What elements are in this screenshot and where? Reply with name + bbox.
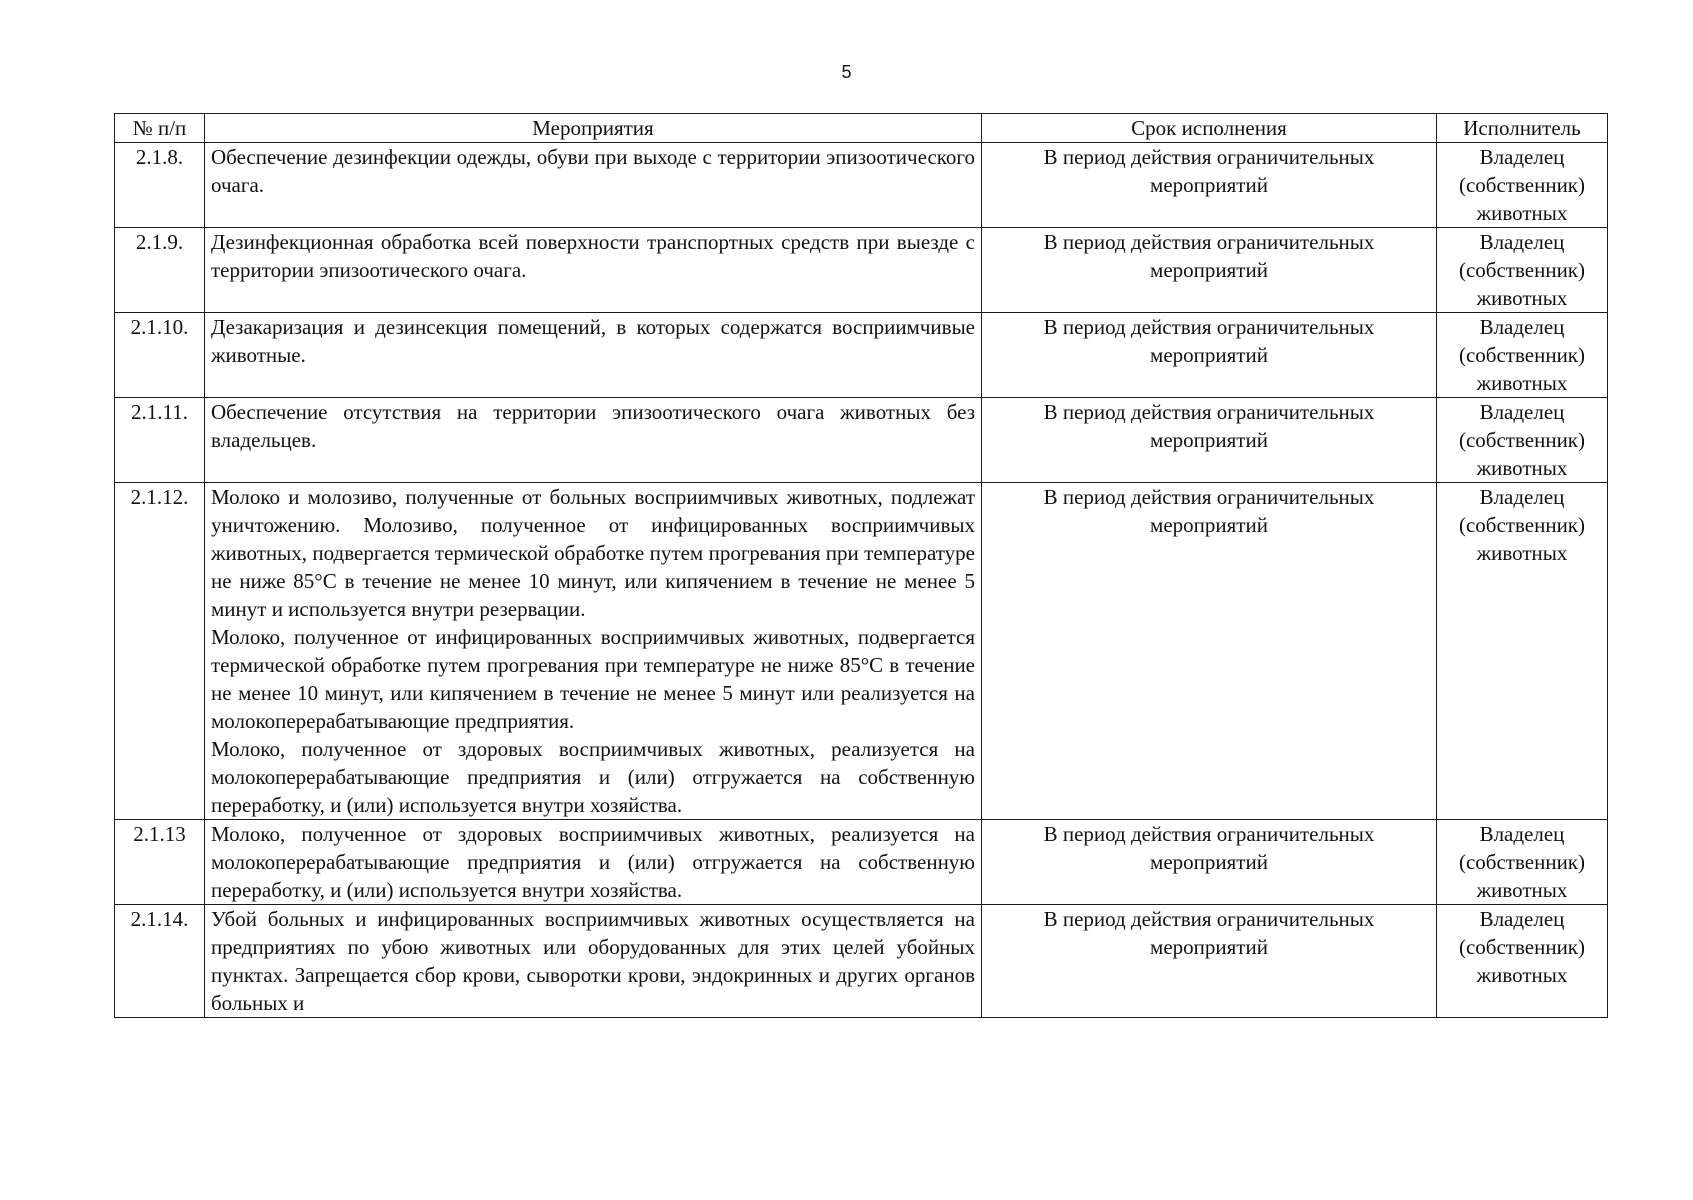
row-number: 2.1.11. — [115, 398, 205, 483]
row-executor: Владелец (собственник) животных — [1437, 483, 1608, 820]
row-activity — [205, 905, 982, 1018]
activity-paragraph: Молоко, полученное от инфицированных восприимчивых животных, подвергается термической обработке путем прогревания при температуре не ниже 85°С в течение не менее 10 минут, или кипячением в течение не менее 5 минут или реализуется на молокоперерабатывающие предприятия. — [211, 625, 975, 733]
header-executor: Исполнитель — [1437, 114, 1608, 143]
activity-paragraph: Молоко, полученное от здоровых восприимчивых животных, реализуется на молокоперерабатывающие предприятия и (или) отгружается на собственную переработку, и (или) используется внутри хозяйства. — [211, 822, 975, 902]
row-term: В период действия ограничительных мероприятий — [982, 143, 1437, 228]
header-num: № п/п — [115, 114, 205, 143]
activity-paragraph: Дезинфекционная обработка всей поверхности транспортных средств при выезде с территории эпизоотического очага. — [211, 230, 975, 282]
row-executor: Владелец (собственник) животных — [1437, 143, 1608, 228]
row-term: В период действия ограничительных мероприятий — [982, 820, 1437, 905]
table-row — [115, 228, 1608, 313]
activity-paragraph: Дезакаризация и дезинсекция помещений, в которых содержатся восприимчивые животные. — [211, 315, 975, 367]
row-executor: Владелец (собственник) животных — [1437, 313, 1608, 398]
row-executor: Владелец (собственник) животных — [1437, 398, 1608, 483]
row-activity — [205, 398, 982, 483]
activity-paragraph: Молоко и молозиво, полученные от больных восприимчивых животных, подлежат уничтожению. Молозиво, полученное от инфицированных восприимчивых животных, подвергается термической обработке путем прогревания при температуре не ниже 85°С в течение не менее 10 минут, или кипячением в течение не менее 5 минут и используется внутри резервации. — [211, 485, 975, 621]
row-number: 2.1.8. — [115, 143, 205, 228]
activity-paragraph: Обеспечение дезинфекции одежды, обуви при выходе с территории эпизоотического очага. — [211, 145, 975, 197]
row-number: 2.1.13 — [115, 820, 205, 905]
row-activity — [205, 313, 982, 398]
table-row — [115, 143, 1608, 228]
activity-paragraph: Молоко, полученное от здоровых восприимчивых животных, реализуется на молокоперерабатывающие предприятия и (или) отгружается на собственную переработку, и (или) используется внутри хозяйства. — [211, 737, 975, 817]
row-activity — [205, 228, 982, 313]
row-activity — [205, 143, 982, 228]
row-term: В период действия ограничительных мероприятий — [982, 228, 1437, 313]
row-number: 2.1.14. — [115, 905, 205, 1018]
table-row — [115, 398, 1608, 483]
table-row — [115, 483, 1608, 820]
activity-paragraph: Обеспечение отсутствия на территории эпизоотического очага животных без владельцев. — [211, 400, 975, 452]
row-activity — [205, 483, 982, 820]
page-number: 5 — [841, 62, 852, 82]
table-row — [115, 820, 1608, 905]
row-executor: Владелец (собственник) животных — [1437, 228, 1608, 313]
row-term: В период действия ограничительных мероприятий — [982, 313, 1437, 398]
row-term: В период действия ограничительных мероприятий — [982, 483, 1437, 820]
header-term: Срок исполнения — [982, 114, 1437, 143]
table-row — [115, 313, 1608, 398]
row-term: В период действия ограничительных мероприятий — [982, 905, 1437, 1018]
table-header-row — [115, 114, 1608, 143]
row-activity — [205, 820, 982, 905]
row-executor: Владелец (собственник) животных — [1437, 905, 1608, 1018]
row-number: 2.1.10. — [115, 313, 205, 398]
activity-paragraph: Убой больных и инфицированных восприимчивых животных осуществляется на предприятиях по убою животных или оборудованных для этих целей убойных пунктах. Запрещается сбор крови, сыворотки крови, эндокринных и других органов больных и — [211, 907, 975, 1015]
row-number: 2.1.9. — [115, 228, 205, 313]
header-activity: Мероприятия — [205, 114, 982, 143]
table-row — [115, 905, 1608, 1018]
row-executor: Владелец (собственник) животных — [1437, 820, 1608, 905]
row-term: В период действия ограничительных мероприятий — [982, 398, 1437, 483]
row-number: 2.1.12. — [115, 483, 205, 820]
measures-table — [114, 113, 1608, 1018]
